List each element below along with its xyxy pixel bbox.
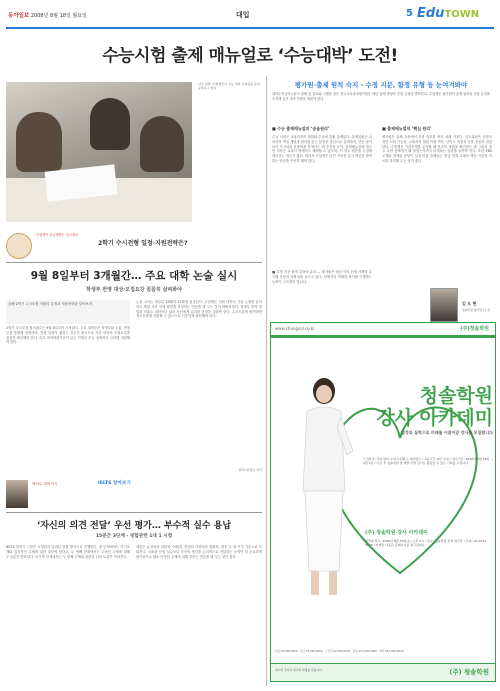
page-header (0, 0, 500, 34)
admission-column-2: 논술 고사는 대부분 10월과 11월에 집중된다. 수험생은 지원 대학의 기출 논제를 분석하고 제한 시간 안에 답안을 작성하는 연습을 해 두는 것이 바람직하다. 학생부 반영 방법과 비율도 대학마다 달라 자신에게 유리한 전형을 골라야 한다. 수시모집에 합격하면 정시모집에 지원할 수 없으므로 신중하게 판단해야 한다. (136, 300, 262, 319)
author-portrait (430, 288, 458, 322)
photo-caption: 사진 설명: 수험생들이 수능 대비 문제집을 풀며 공부하고 있다. (198, 82, 260, 90)
logo-town: TOWN (444, 9, 480, 20)
edutown-logo (417, 6, 479, 21)
ad-title-line1: 청솔학원 (419, 385, 493, 407)
ielts-badge: IELTS 알아보기 (98, 481, 131, 486)
column-divider-line (6, 262, 262, 263)
article-column-left: 수능 시험은 교육과정의 범위와 수준에 맞춰 출제된다. 출제위원은 교과서의 핵심 개념과 원리를 묻는 문항을 중심으로 출제하며, 단순 암기보다 사고력과 응용력을 측정하는 데 중점을 둔다. 출제매뉴얼에 따르면 지문은 교과서 밖에서도 채택될 수 있으며, 이 경우 원문을 수정해 제시하는 경우가 많다. 따라서 수험생은 낯선 지문을 읽고 핵심을 파악하는 연습을 꾸준히 해야 한다. (272, 135, 372, 163)
ielts-divider (6, 512, 262, 513)
admission-headline: 9월 8일부터 3개월간… 주요 대학 논술 실시 (30, 270, 238, 282)
column-logo-icon (6, 233, 32, 259)
column-label: 수험생이 궁금해하는 입시정보 (36, 233, 79, 237)
column-divider (266, 76, 267, 686)
ielts-column-2: 채점은 유창성과 일관성, 어휘력, 문법의 다양성과 정확성, 발음 등 네 가지 기준으로 이뤄진다. 사소한 문법 실수보다 자신의 생각을 논리적으로 전달하는 능력이 더 중요하게 평가되므로 평소 다양한 주제에 대해 말하는 연습을 해 두는 것이 좋다. (136, 545, 262, 559)
newspaper-name: 동아일보 (8, 13, 30, 19)
section-heading-right: ■ 출제매뉴얼의 ‘핵심 원리’ (382, 126, 432, 131)
main-headline: 수능시험 출제 매뉴얼로 ‘수능대박’ 도전! (102, 46, 398, 66)
admission-column-1: 2학기 수시모집 원서접수는 9월 8일부터 시작된다. 주요 대학들은 학생부와 논술, 면접 등을 종합해 선발하며, 전형 일정이 겹치는 경우가 많으므로 지원 대학의 모집요강을 꼼꼼히 확인해야 한다. 특히 최저학력기준이 있는 전형은 수능 성적까지 고려해 지원해야 한다. (6, 326, 130, 345)
ielts-subhead: 15분간 3단계 - 영합관련 1대 1 시험 (95, 534, 173, 539)
header-dateline (8, 11, 87, 19)
ad-top-brand: (주)청솔학원 (460, 326, 489, 332)
article-subhead: 평가원·출제 원칙 숙지 - 수정 지문, 함정 유형 등 눈여겨봐야 (294, 81, 468, 89)
ad-brand-logo[interactable]: (주) 청솔학원 (449, 668, 489, 676)
ad-branch-phones: 본원 02-000-0000 · 강남 02-000-0000 · 노량진 02-000-0000 · 분당 031-000-0000 · 일산 031-000-0000 (275, 650, 404, 653)
ad-title-line2: 강사 아카데미 (376, 407, 493, 429)
article-column-right: 평가원은 출제 과정에서 문항 검토를 여러 차례 거친다. 검토위원은 문항의 정답 시비 가능성, 교육과정 범위 이탈 여부, 난이도 적절성 등을 꼼꼼히 점검한다. 수험생은 기출문제를 분석할 때 단순히 정답을 확인하는 데 그치지 말고 오답 선택지가 왜 틀렸는지까지 따져보는 습관을 들여야 한다. 또한 EBS 교재와 연계된 문항이 일정 비율 출제되는 만큼 연계 교재의 핵심 지문과 자료를 정리해 두는 것이 좋다. (382, 135, 492, 163)
section-heading-left: ■ 수능 출제매뉴얼의 ‘숨을원리’ (272, 126, 330, 131)
ad-cta-title: (주) 청솔학원 강사 아카데미 (365, 530, 428, 536)
section-name: 대입 (236, 11, 250, 19)
academy-advertisement[interactable] (270, 322, 496, 682)
author-title: 청솔학원 평가연구소장 (462, 308, 490, 312)
ad-top-band (271, 335, 496, 338)
students-photo (6, 82, 192, 222)
ad-tagline: 열정과 실력으로 미래를 이끌어갈 강사를 모집합니다 (401, 430, 493, 435)
header-divider (6, 27, 494, 29)
article-lead: 대학수학능력시험의 출제 및 검토와 시행을 맡은 한국교육과정평가원은 매년 출제 방향과 문항 유형을 발표한다. 수험생은 평가원의 출제 원칙과 문항 유형을 숙지해 실전 대비 전략을 세워야 한다. (272, 92, 490, 101)
ielts-column-label: 영어로 대학가기 (32, 482, 58, 486)
author-name: 김 도 현 (462, 301, 477, 306)
ad-info: 모집분야: 국어·영어·수학·사회탐구·과학탐구 / 교육기간: 8주 과정 / 접수기간: 2008년 8월 18일 ~ 9월 5일 / 수료 후 청솔학원 및 계열 학원 강사로 활동할 수 있는 기회를 드립니다. (363, 457, 493, 466)
ad-cta-details: 설명회 일시: 2008년 8월 30일(토) 오후 2시 / 장소: 청솔학원 본관 대강당 / 문의: 02-1234-5678 / 자세한 내용은 홈페이지를 참고하세요. (365, 539, 488, 548)
column-title: 2학기 수시전형 일정·지원전략은? (98, 240, 188, 247)
ad-url[interactable]: www.chungsol.co.kr (275, 326, 315, 331)
admission-subhead: 학생부 반영 대상·모집요강 꼼꼼히 살펴봐야 (86, 287, 182, 293)
issue-date: 2008년 8월 18일 월요일 (30, 13, 87, 19)
page-number: 5 (406, 8, 413, 19)
article-column-left-b: ■ 수정 지문 함정 유형에 유의 — 평가원은 매년 이의 신청 사례를 분석해 문항의 정확성을 높이고 있다. 선택지의 미세한 차이를 구별하는 능력이 고득점의 열쇠다. (272, 270, 372, 284)
ielts-author-portrait (6, 480, 28, 508)
ad-footer-note: 최고의 강사가 최고의 학생을 만듭니다 (275, 668, 322, 672)
ielts-headline: ‘자신의 의견 전달’ 우선 평가… 부수적 실수 용납 (36, 521, 232, 531)
reporter-byline: 정리=한정은 기자 (238, 468, 262, 472)
ielts-column-1: IELTS 말하기 시험은 시험관과 일대일 면접 방식으로 진행된다. 첫 단계에서는 자기소개와 일상적인 주제에 대한 질문에 답하고, 두 번째 단계에서는 주어진 주제에 대해 1~2분간 발표한다. 마지막 단계에서는 두 번째 주제와 관련된 심화 토론이 이어진다. (6, 545, 130, 559)
logo-edu: Edu (417, 6, 445, 21)
admission-lead: 올해 2학기 수시모집 지원의 특징과 지원전략을 알아보자. (6, 300, 130, 324)
